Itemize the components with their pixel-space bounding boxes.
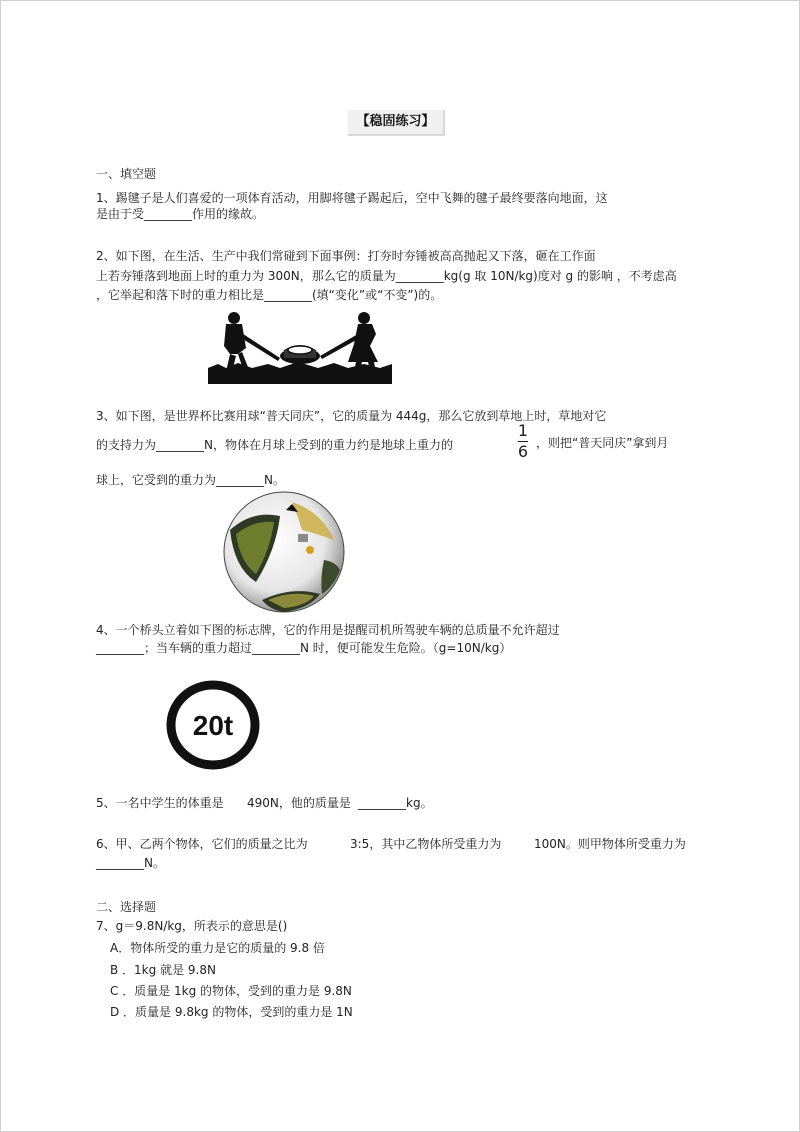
q7-option-b: B ．1kg 就是 9.8N: [110, 963, 216, 977]
q2-line-3: ，它举起和落下时的重力相比是________(填“变化”或“不变”)的。: [96, 288, 443, 302]
q5-part-2: 490N，他的质量是: [247, 796, 351, 810]
q7-option-a: A．物体所受的重力是它的质量的 9.8 倍: [110, 941, 325, 955]
q6-part-2: 3:5，其中乙物体所受重力为: [350, 837, 502, 851]
q2-line-1: 2、如下图，在生活、生产中我们常碰到下面事例：打夯时夯锤被高高抛起又下落，砸在工作面: [96, 249, 596, 263]
fraction-numerator: 1: [517, 421, 529, 440]
q3-line-2-end: ，则把“普天同庆”拿到月: [536, 436, 669, 450]
one-sixth-fraction: [512, 422, 534, 461]
q4-line-1: 4、一个桥头立着如下图的标志牌，它的作用是提醒司机所驾驶车辆的总质量不允许超过: [96, 623, 560, 637]
q7-stem: 7、g＝9.8N/kg，所表示的意思是(): [96, 919, 288, 933]
q1-line-2: 是由于受________作用的缘故。: [96, 207, 265, 221]
q5-part-3: ________kg。: [358, 796, 433, 810]
sign-text: 20t: [192, 710, 234, 741]
rammer-figure-image: [208, 306, 392, 386]
q7-option-c: C ．质量是 1kg 的物体，受到的重力是 9.8N: [110, 984, 352, 998]
q2-line-2: 上若夯锤落到地面上时的重力为 300N，那么它的质量为________kg(g 取 10N/kg)度对 g 的影响 ，不考虑高: [96, 269, 677, 283]
q5-part-1: 5、一名中学生的体重是: [96, 796, 224, 810]
q6-line-2: ________N。: [96, 856, 165, 870]
fraction-denominator: 6: [517, 442, 529, 461]
q3-line-1: 3、如下图，是世界杯比赛用球“普天同庆”，它的质量为 444g，那么它放到草地上时，草地对它: [96, 409, 607, 423]
football-image: [222, 490, 346, 614]
q6-part-3: 100N。则甲物体所受重力为: [534, 837, 686, 851]
section-fill-in-heading: 一、填空题: [96, 167, 157, 181]
q3-line-3: 球上，它受到的重力为________N。: [96, 473, 285, 487]
q3-line-2-start: 的支持力为________N，物体在月球上受到的重力约是地球上重力的: [96, 438, 453, 452]
q1-line-1: 1、踢毽子是人们喜爱的一项体育活动，用脚将毽子踢起后，空中飞舞的毽子最终要落向地面，这: [96, 191, 608, 205]
q6-part-1: 6、甲、乙两个物体，它们的质量之比为: [96, 837, 308, 851]
section-choice-heading: 二、选择题: [96, 900, 157, 914]
q7-option-d: D ．质量是 9.8kg 的物体，受到的重力是 1N: [110, 1005, 353, 1019]
weight-limit-sign: [166, 680, 260, 770]
page-title: 【稳固练习】: [348, 110, 445, 136]
q4-line-2: ________；当车辆的重力超过________N 时，便可能发生危险。（g=10N/kg）: [96, 641, 512, 655]
